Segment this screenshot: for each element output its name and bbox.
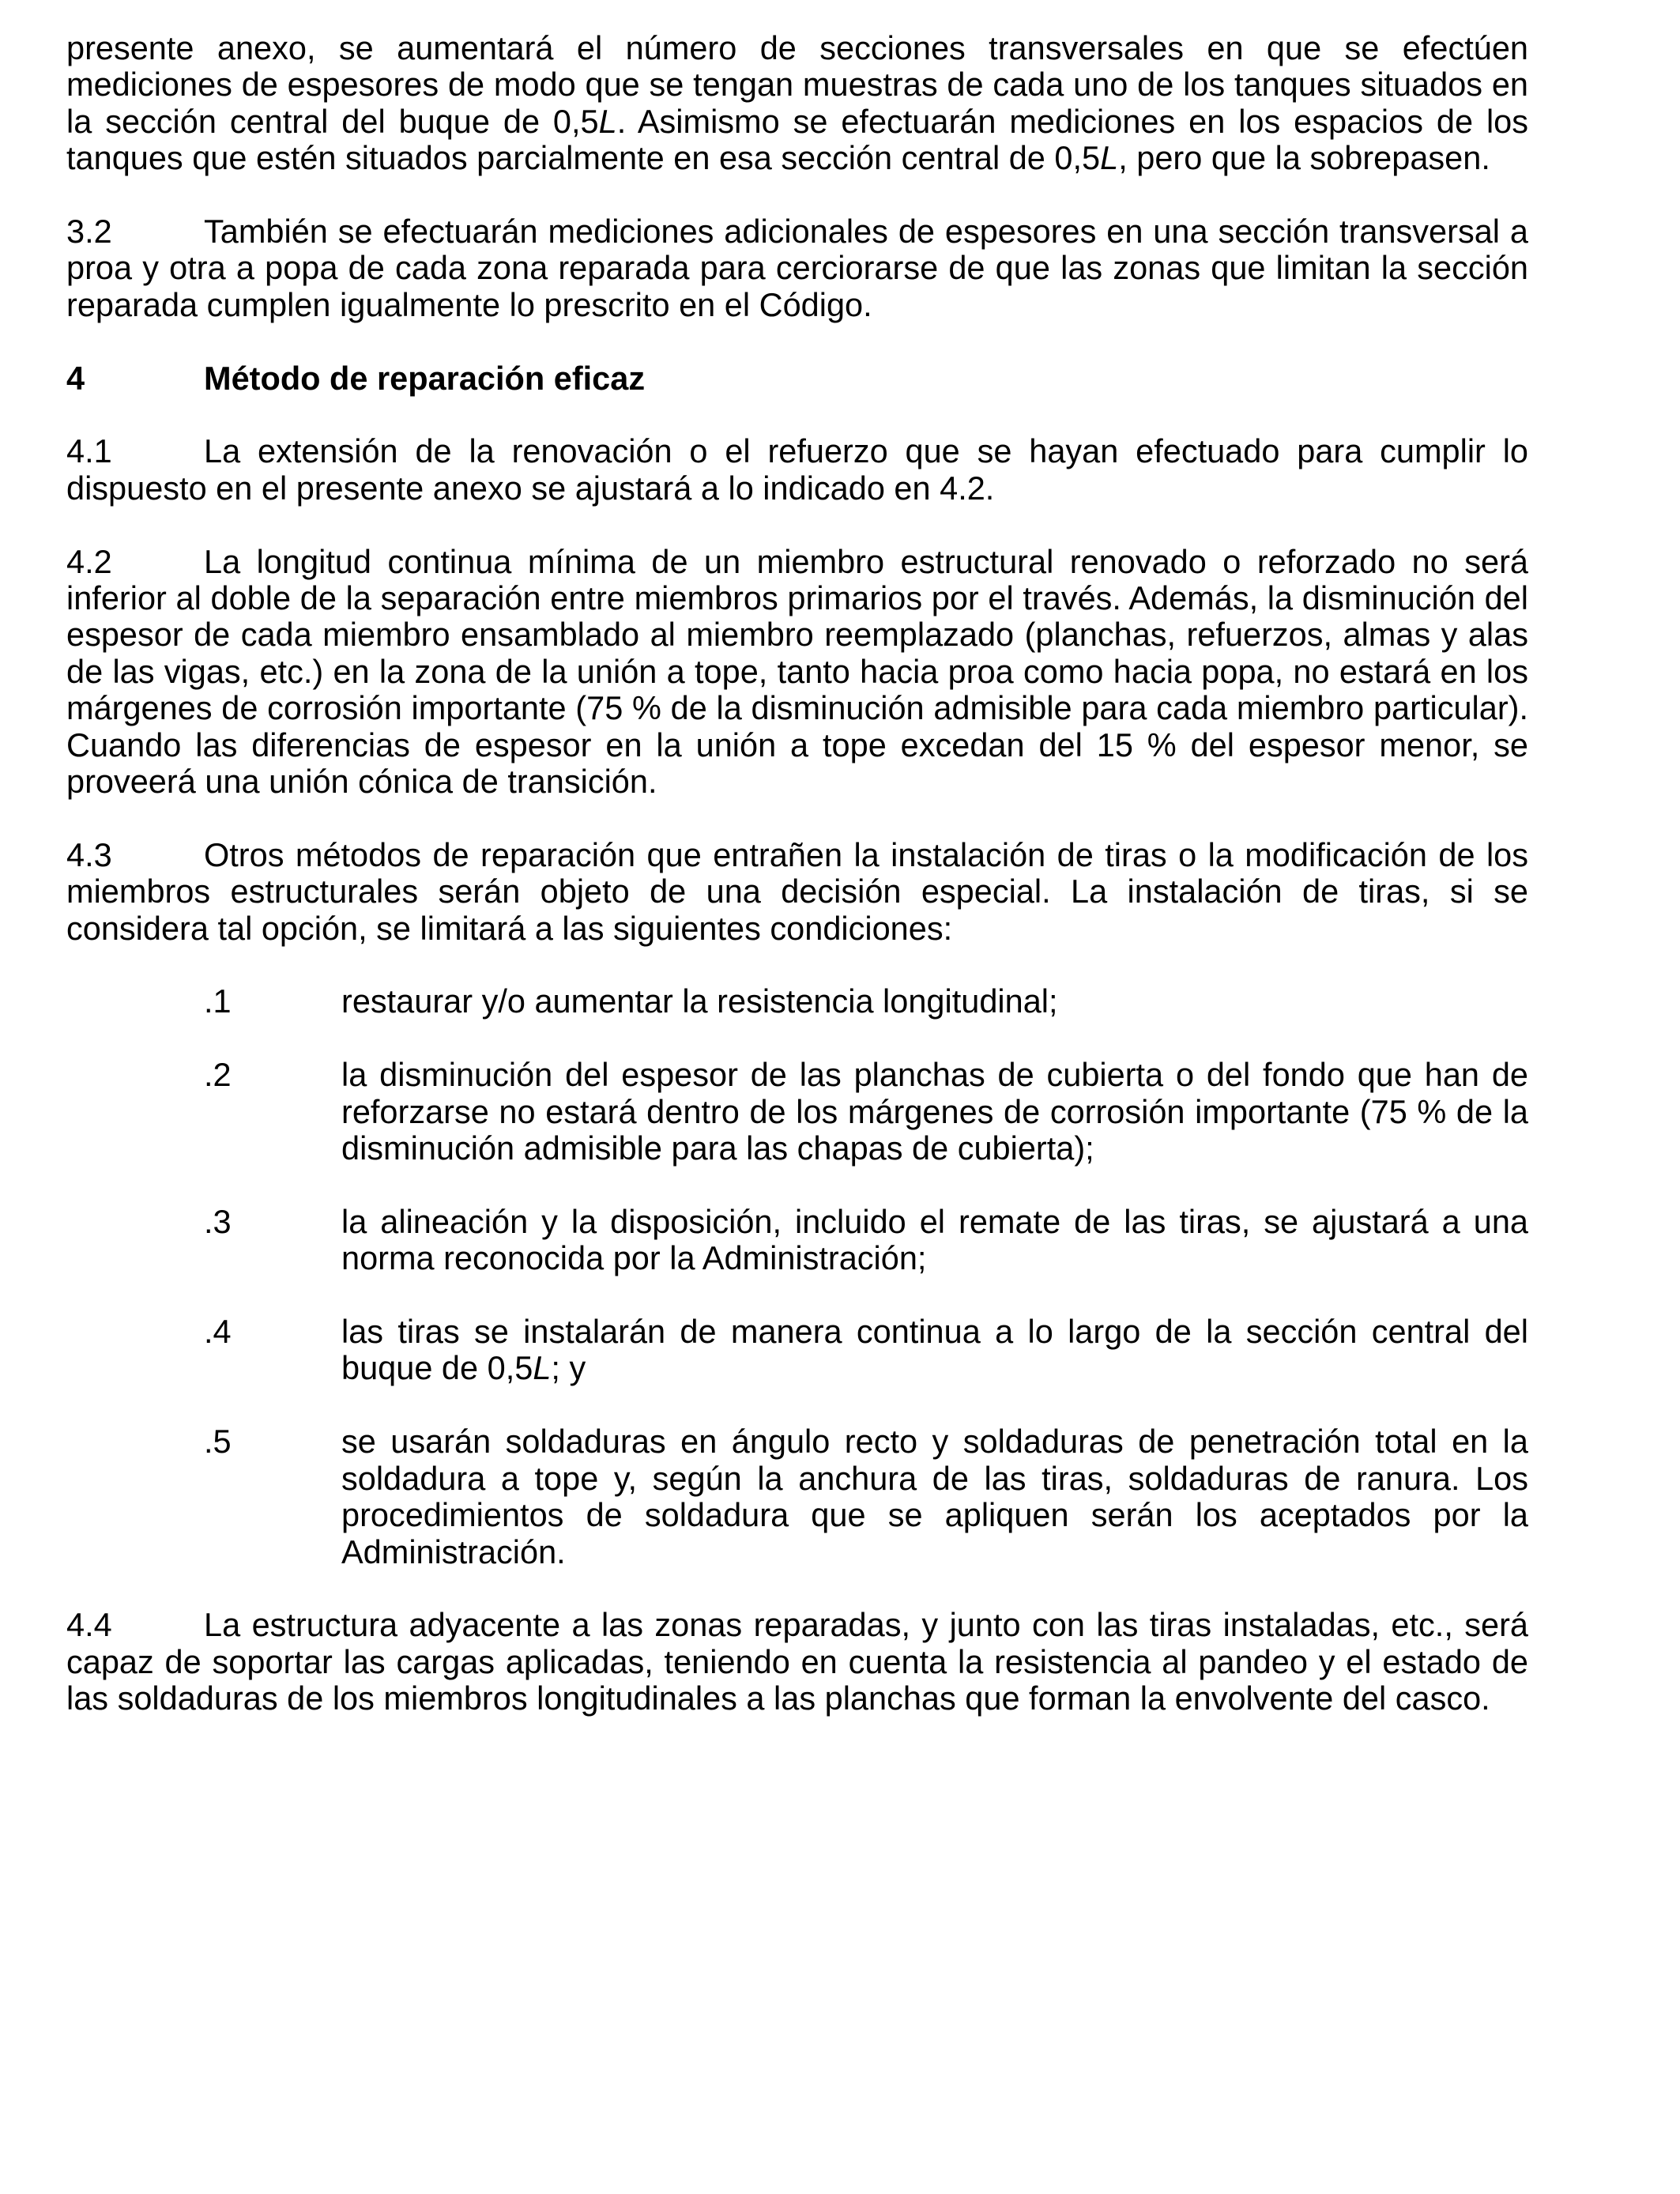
intro-text-c: , pero que la sobrepasen.: [1118, 139, 1490, 177]
list-text: la alineación y la disposición, incluido el remate de las tiras, se ajustará a una norma reconocida por la Administración;: [341, 1202, 1528, 1277]
paragraph-number: 4.4: [66, 1606, 112, 1644]
paragraph-text: También se efectuarán mediciones adicionales de espesores en una sección transversal a proa y otra a popa de cada zona reparada para cerciorarse de que las zonas que limitan la sección reparada cumplen igualmente lo prescrito en el Código.: [66, 213, 1528, 323]
section-title: Método de reparación eficaz: [204, 359, 646, 397]
paragraph-text: La extensión de la renovación o el refuerzo que se hayan efectuado para cumplir lo dispuesto en el presente anexo se ajustará a lo indicado en 4.2.: [66, 432, 1528, 507]
paragraph-text: Otros métodos de reparación que entrañen la instalación de tiras o la modificación de los miembros estructurales serán objeto de una decisión especial. La instalación de tiras, si se considera tal opción, se limitará a las siguientes condiciones:: [66, 835, 1528, 947]
list-text: se usarán soldaduras en ángulo recto y soldaduras de penetración total en la soldadura a tope y, según la anchura de las tiras, soldaduras de ranura. Los procedimientos de soldadura que se apliquen serán los aceptados por la Administración.: [341, 1423, 1528, 1570]
paragraph-4-2: [66, 544, 1528, 801]
intro-text-a: presente anexo, se aumentará el número de secciones transversales en que se efectúen mediciones de espesores de modo que se tengan muestras de cada uno de los tanques situados en la sección central del buque de 0,5: [66, 29, 1528, 140]
list-item-4: [66, 1314, 1528, 1387]
paragraph-number: 4.3: [66, 835, 112, 873]
paragraph-4-3: [66, 837, 1528, 947]
list-number: .2: [204, 1056, 232, 1094]
intro-text-b: . Asimismo se efectuarán mediciones en los espacios de los tanques que estén situados parcialmente en esa sección central de 0,5: [66, 102, 1528, 177]
paragraph-number: 4.1: [66, 432, 112, 470]
list-number: .1: [204, 982, 232, 1020]
document-body: [66, 30, 1528, 1754]
list-text: restaurar y/o aumentar la resistencia longitudinal;: [341, 982, 1058, 1020]
list-text-b: ; y: [551, 1349, 586, 1387]
section-number: 4: [66, 359, 85, 397]
section-heading-4: [66, 360, 1528, 397]
paragraph-number: 4.2: [66, 542, 112, 580]
paragraph-text: La estructura adyacente a las zonas reparadas, y junto con las tiras instaladas, etc., será capaz de soportar las cargas aplicadas, teniendo en cuenta la resistencia al pandeo y el estado de las soldaduras de los miembros longitudinales a las planchas que forman la envolvente del casco.: [66, 1606, 1528, 1717]
list-text-italic: L: [533, 1349, 552, 1387]
list-text: [341, 1314, 1528, 1387]
list-number: .4: [204, 1313, 232, 1351]
paragraph-4-4: [66, 1607, 1528, 1717]
list-item-1: [66, 983, 1528, 1020]
list-item-5: [66, 1423, 1528, 1570]
paragraph-text: La longitud continua mínima de un miembro estructural renovado o reforzado no será inferior al doble de la separación entre miembros primarios por el través. Además, la disminución del espesor de cada miembro ensamblado al miembro reemplazado (planchas, refuerzos, almas y alas de las vigas, etc.) en la zona de la unión a tope, tanto hacia proa como hacia popa, no estará en los márgenes de corrosión importante (75 % de la disminución admisible para cada miembro particular). Cuando las diferencias de espesor en la unión a tope excedan del 15 % del espesor menor, se proveerá una unión cónica de transición.: [66, 542, 1528, 801]
list-text: la disminución del espesor de las planchas de cubierta o del fondo que han de reforzarse no estará dentro de los márgenes de corrosión importante (75 % de la disminución admisible para las chapas de cubierta);: [341, 1056, 1528, 1167]
list-text-a: las tiras se instalarán de manera continua a lo largo de la sección central del buque de 0,5: [341, 1313, 1528, 1387]
intro-paragraph: [66, 30, 1528, 177]
intro-italic-a: L: [598, 102, 617, 140]
list-item-2: [66, 1057, 1528, 1167]
paragraph-number: 3.2: [66, 213, 112, 251]
list-number: .5: [204, 1423, 232, 1461]
paragraph-4-1: [66, 433, 1528, 507]
paragraph-3-2: [66, 213, 1528, 323]
list-item-3: [66, 1204, 1528, 1277]
list-number: .3: [204, 1202, 232, 1240]
intro-italic-b: L: [1100, 139, 1119, 177]
